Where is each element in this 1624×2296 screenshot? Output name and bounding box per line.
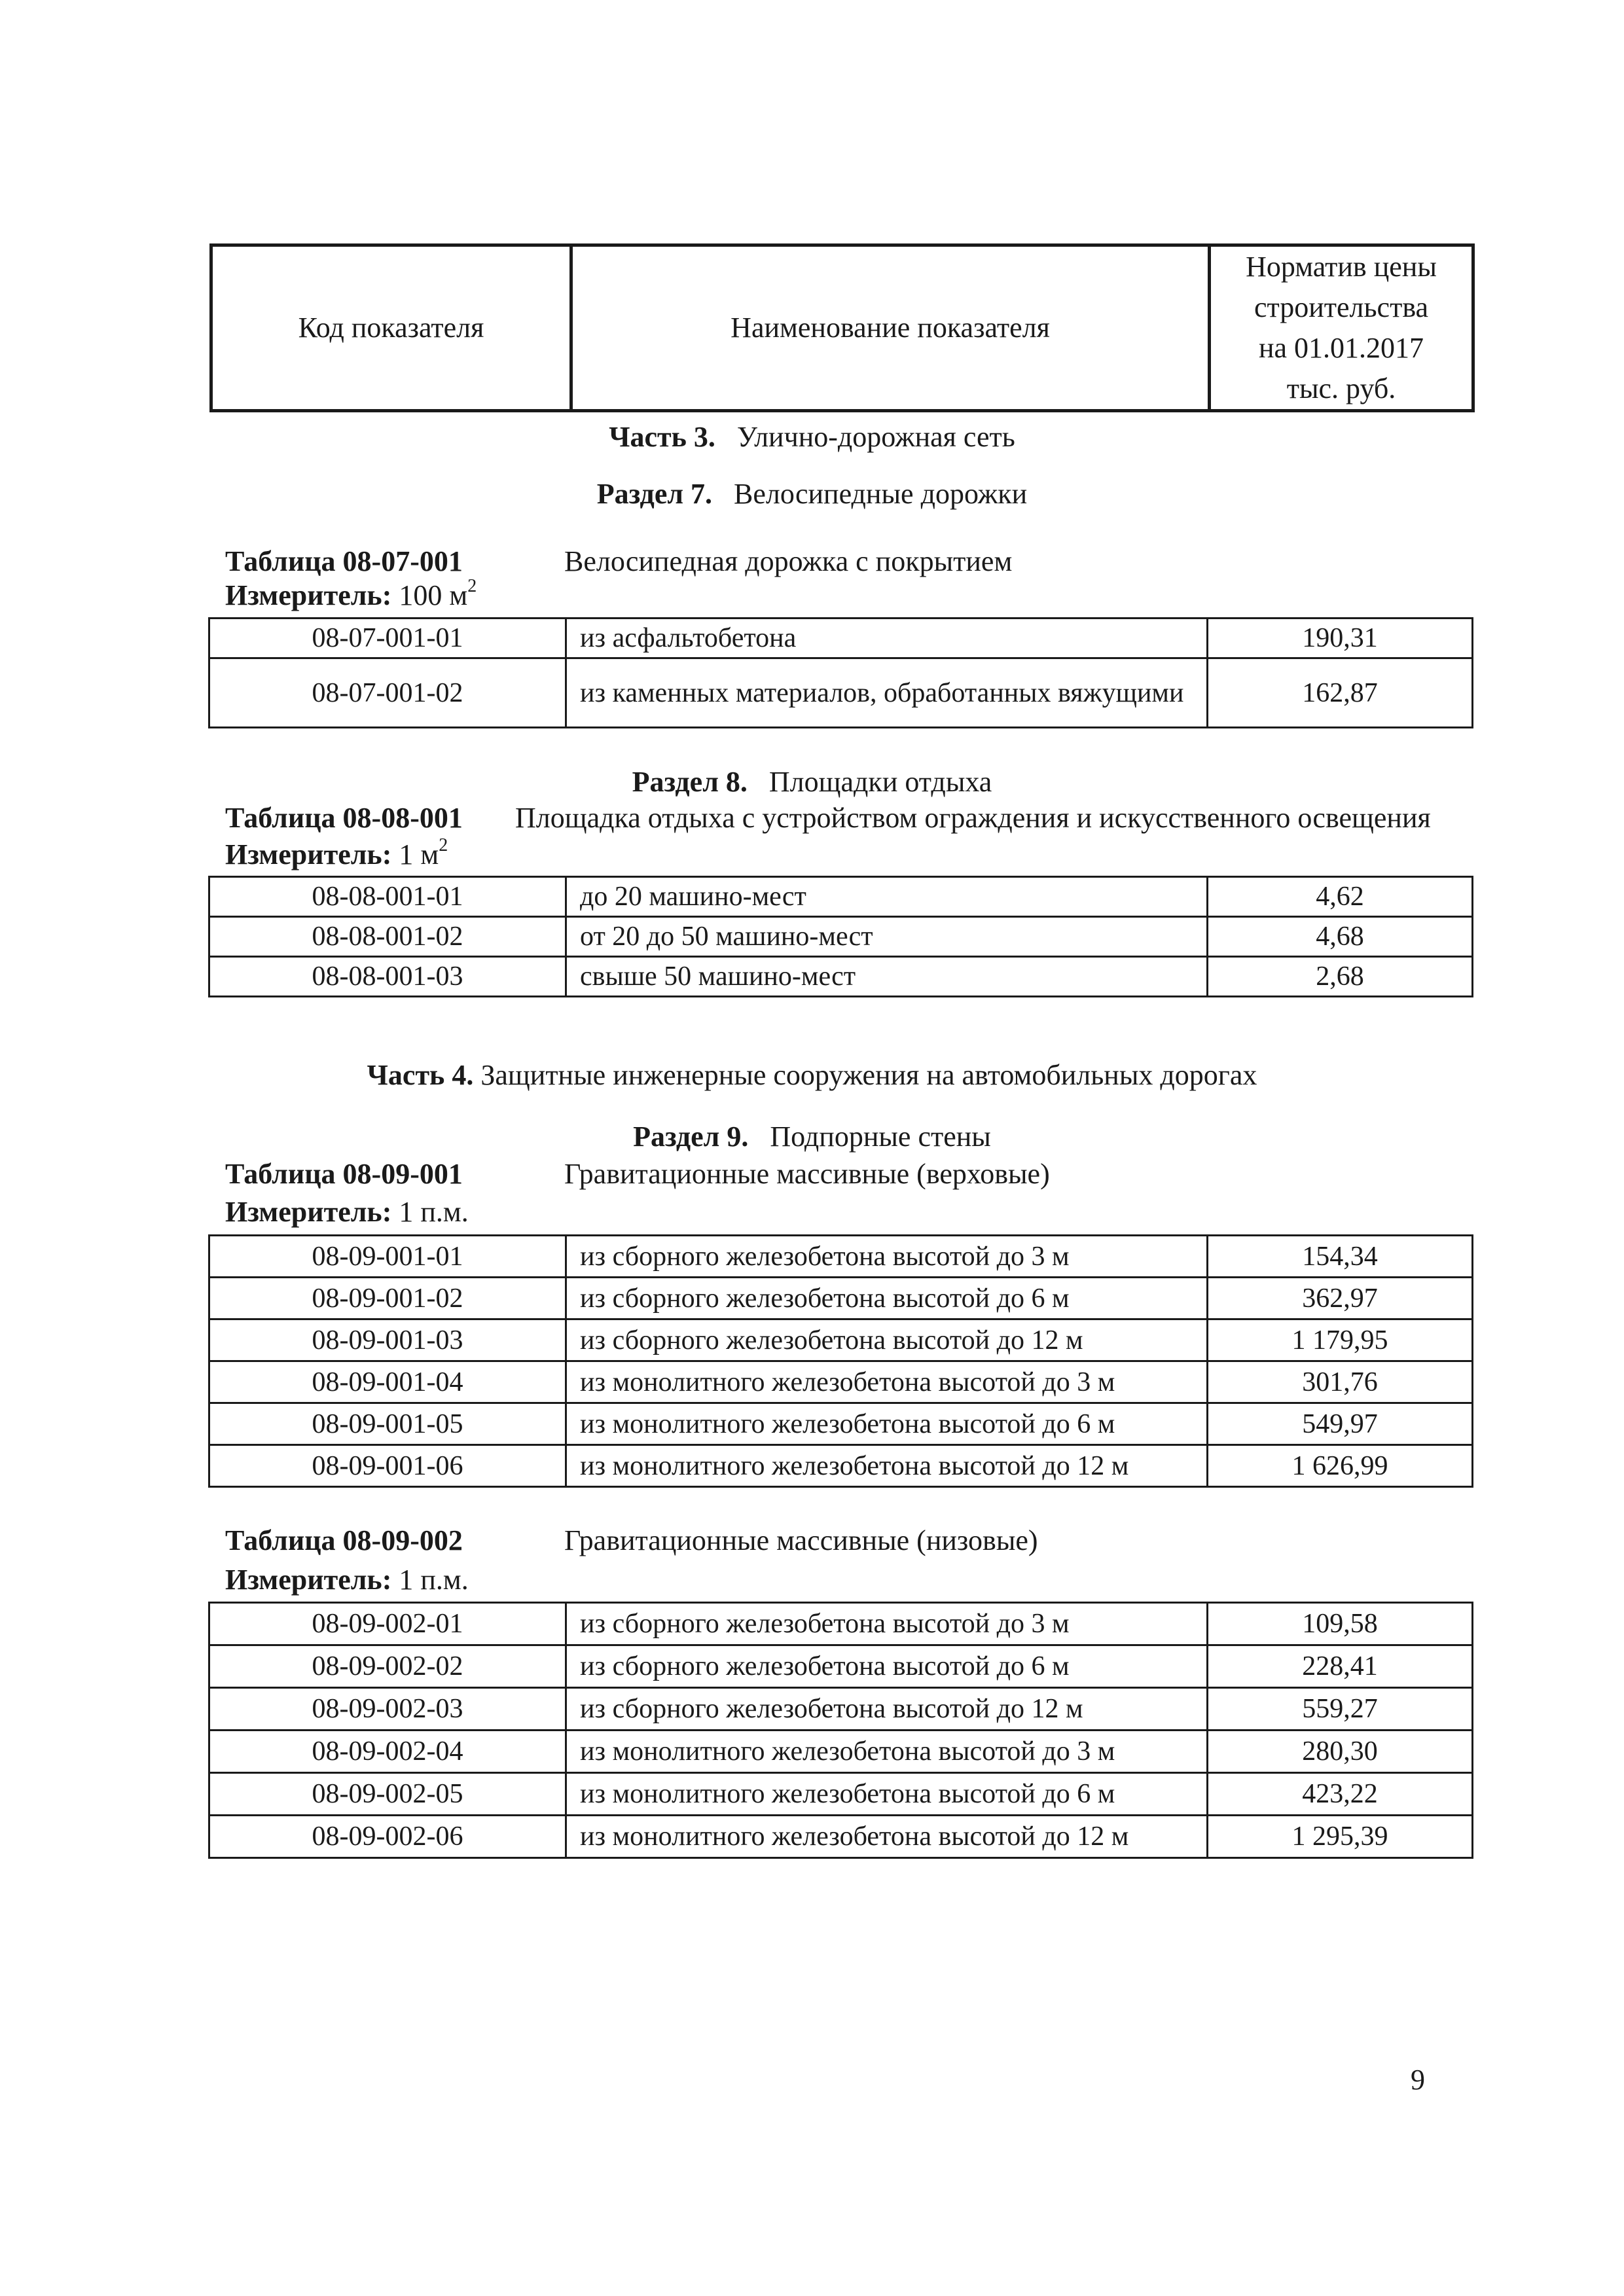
section8-label: Раздел 8. (632, 766, 748, 798)
row-name: из каменных материалов, обработанных вяжущими (566, 658, 1208, 728)
table-08-09-002-id: Таблица 08-09-002 (225, 1524, 463, 1556)
row-code: 08-08-001-02 (209, 917, 566, 957)
table-row (209, 917, 1473, 957)
row-value: 280,30 (1208, 1731, 1473, 1773)
table-08-09-001-meter (225, 1193, 469, 1231)
header-code: Код показателя (211, 245, 571, 411)
row-code: 08-08-001-01 (209, 877, 566, 917)
row-name: из сборного железобетона высотой до 12 м (566, 1319, 1208, 1361)
row-name: до 20 машино-мест (566, 877, 1208, 917)
row-value: 162,87 (1208, 658, 1473, 728)
table-row (209, 1731, 1473, 1773)
row-name: из асфальтобетона (566, 619, 1208, 658)
table-row (209, 658, 1473, 728)
section9-label: Раздел 9. (633, 1121, 749, 1153)
row-name: свыше 50 машино-мест (566, 957, 1208, 997)
part3-heading (0, 418, 1624, 457)
section7-heading (0, 475, 1624, 514)
row-name: от 20 до 50 машино-мест (566, 917, 1208, 957)
row-value: 154,34 (1208, 1236, 1473, 1278)
section7-label: Раздел 7. (596, 478, 713, 510)
table-row (209, 1445, 1473, 1487)
part3-title: Улично-дорожная сеть (736, 421, 1015, 453)
table-08-09-001-id: Таблица 08-09-001 (225, 1158, 463, 1190)
header-price-line: строительства (1254, 291, 1429, 323)
row-name: из сборного железобетона высотой до 12 м (566, 1688, 1208, 1731)
header-name: Наименование показателя (571, 245, 1210, 411)
row-name: из монолитного железобетона высотой до 12 м (566, 1445, 1208, 1487)
part4-label: Часть 4. (367, 1059, 474, 1091)
table-row (209, 1688, 1473, 1731)
table-08-08-001-title: Площадка отдыха с устройством ограждения и искусственного освещения (515, 802, 1431, 834)
row-name: из монолитного железобетона высотой до 3 м (566, 1731, 1208, 1773)
row-code: 08-09-002-03 (209, 1688, 566, 1731)
row-name: из сборного железобетона высотой до 6 м (566, 1278, 1208, 1319)
table-08-09-001 (208, 1234, 1473, 1488)
table-row (209, 877, 1473, 917)
part3-label: Часть 3. (609, 421, 715, 453)
row-value: 423,22 (1208, 1773, 1473, 1816)
row-code: 08-07-001-01 (209, 619, 566, 658)
meter-value: 1 п.м. (399, 1196, 469, 1228)
row-value: 301,76 (1208, 1361, 1473, 1403)
row-value: 559,27 (1208, 1688, 1473, 1731)
table-08-09-002 (208, 1602, 1473, 1859)
meter-label: Измеритель: (225, 1564, 392, 1596)
row-name: из сборного железобетона высотой до 6 м (566, 1645, 1208, 1688)
row-value: 1 295,39 (1208, 1816, 1473, 1858)
row-name: из сборного железобетона высотой до 3 м (566, 1236, 1208, 1278)
row-value: 228,41 (1208, 1645, 1473, 1688)
row-value: 362,97 (1208, 1278, 1473, 1319)
header-table (209, 243, 1475, 412)
row-value: 190,31 (1208, 619, 1473, 658)
row-value: 2,68 (1208, 957, 1473, 997)
row-code: 08-07-001-02 (209, 658, 566, 728)
meter-label: Измеритель: (225, 838, 392, 870)
row-name: из монолитного железобетона высотой до 6 м (566, 1403, 1208, 1445)
table-row (209, 1603, 1473, 1645)
section9-title: Подпорные стены (770, 1121, 991, 1153)
row-code: 08-09-002-04 (209, 1731, 566, 1773)
meter-value: 100 м (399, 579, 468, 611)
meter-sup: 2 (439, 835, 448, 855)
row-name: из монолитного железобетона высотой до 6 м (566, 1773, 1208, 1816)
row-code: 08-09-001-04 (209, 1361, 566, 1403)
row-name: из монолитного железобетона высотой до 12 м (566, 1816, 1208, 1858)
row-value: 549,97 (1208, 1403, 1473, 1445)
row-code: 08-09-002-02 (209, 1645, 566, 1688)
table-row (209, 1403, 1473, 1445)
row-value: 109,58 (1208, 1603, 1473, 1645)
row-value: 1 626,99 (1208, 1445, 1473, 1487)
table-row (209, 1361, 1473, 1403)
page-number: 9 (1411, 2064, 1425, 2096)
table-08-09-002-title: Гравитационные массивные (низовые) (564, 1524, 1038, 1556)
header-price (1210, 245, 1473, 411)
row-code: 08-09-001-01 (209, 1236, 566, 1278)
row-code: 08-09-001-03 (209, 1319, 566, 1361)
table-row (209, 1645, 1473, 1688)
row-code: 08-09-002-01 (209, 1603, 566, 1645)
section7-title: Велосипедные дорожки (734, 478, 1028, 510)
table-row (209, 1773, 1473, 1816)
table-08-08-001-id: Таблица 08-08-001 (225, 802, 463, 834)
table-08-09-002-meter (225, 1561, 469, 1599)
table-row (209, 1236, 1473, 1278)
table-08-07-001 (208, 617, 1473, 728)
table-row (209, 619, 1473, 658)
table-row (209, 957, 1473, 997)
table-08-07-001-meter (225, 577, 477, 615)
table-08-08-001-meter (225, 836, 448, 874)
table-08-08-001 (208, 876, 1473, 997)
table-row (209, 1278, 1473, 1319)
meter-sup: 2 (467, 576, 477, 596)
part4-heading (0, 1056, 1624, 1095)
row-name: из сборного железобетона высотой до 3 м (566, 1603, 1208, 1645)
row-value: 4,62 (1208, 877, 1473, 917)
section8-heading (0, 762, 1624, 802)
header-price-line: на 01.01.2017 (1258, 332, 1424, 364)
table-08-07-001-id: Таблица 08-07-001 (225, 545, 463, 577)
header-price-line: Норматив цены (1246, 251, 1437, 283)
row-code: 08-09-001-02 (209, 1278, 566, 1319)
meter-value: 1 п.м. (399, 1564, 469, 1596)
section8-title: Площадки отдыха (768, 766, 992, 798)
table-08-09-001-title: Гравитационные массивные (верховые) (564, 1158, 1050, 1190)
meter-label: Измеритель: (225, 1196, 392, 1228)
row-code: 08-08-001-03 (209, 957, 566, 997)
section9-heading (0, 1117, 1624, 1157)
table-08-07-001-title: Велосипедная дорожка с покрытием (564, 545, 1013, 577)
meter-value: 1 м (399, 838, 439, 870)
part4-title: Защитные инженерные сооружения на автомобильных дорогах (480, 1059, 1257, 1091)
row-name: из монолитного железобетона высотой до 3 м (566, 1361, 1208, 1403)
row-value: 4,68 (1208, 917, 1473, 957)
row-code: 08-09-002-05 (209, 1773, 566, 1816)
row-code: 08-09-001-06 (209, 1445, 566, 1487)
table-row (209, 1816, 1473, 1858)
row-code: 08-09-002-06 (209, 1816, 566, 1858)
row-code: 08-09-001-05 (209, 1403, 566, 1445)
table-row (209, 1319, 1473, 1361)
row-value: 1 179,95 (1208, 1319, 1473, 1361)
meter-label: Измеритель: (225, 579, 392, 611)
header-price-line: тыс. руб. (1286, 372, 1396, 404)
